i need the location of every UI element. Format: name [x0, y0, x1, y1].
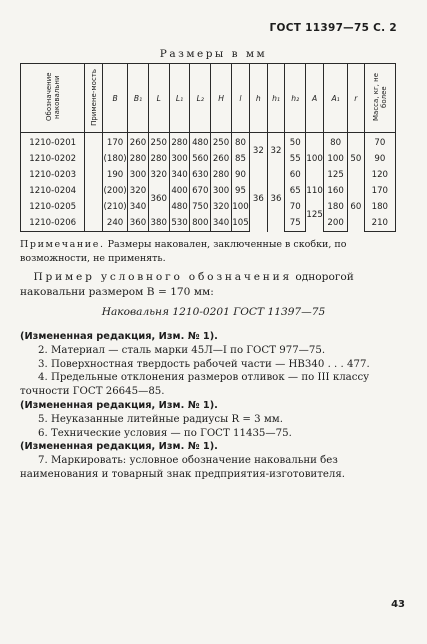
- cell-B: (210): [103, 199, 128, 215]
- cell-h2: 75: [285, 215, 306, 232]
- column-header: h₂: [285, 64, 306, 133]
- dimensions-table: [20, 63, 396, 232]
- cell-mass: 90: [364, 151, 395, 167]
- requirement-item: 3. Поверхностная твердость рабочей части — НВ340 . . . 477.: [38, 358, 370, 370]
- cell-applicability: [85, 151, 103, 167]
- column-header: r: [348, 64, 365, 133]
- cell-L1: 480: [169, 199, 190, 215]
- cell-H: 320: [211, 199, 232, 215]
- cell-mass: 70: [364, 133, 395, 152]
- cell-B1: 300: [128, 167, 149, 183]
- table-row: [21, 151, 396, 167]
- cell-h: 36: [250, 167, 268, 232]
- cell-L1: 530: [169, 215, 190, 232]
- cell-B1: 260: [128, 133, 149, 152]
- cell-designation: 1210-0204: [21, 183, 85, 199]
- cell-A1: 125: [324, 167, 348, 183]
- cell-applicability: [85, 199, 103, 215]
- cell-L1: 300: [169, 151, 190, 167]
- cell-r: 60: [348, 183, 365, 232]
- cell-L: 320: [148, 167, 169, 183]
- cell-L: 360: [148, 183, 169, 215]
- cell-designation: 1210-0205: [21, 199, 85, 215]
- requirement-item: 4. Предельные отклонения размеров отливок — по III классу точности ГОСТ 26645—85.: [20, 372, 370, 398]
- column-header: A₁: [324, 64, 348, 133]
- cell-B1: 340: [128, 199, 149, 215]
- cell-L1: 280: [169, 133, 190, 152]
- cell-L2: 800: [190, 215, 211, 232]
- cell-A1: 100: [324, 151, 348, 167]
- table-note: [20, 238, 404, 266]
- table-row: [21, 133, 396, 152]
- cell-B: (200): [103, 183, 128, 199]
- designation-example: [20, 270, 404, 300]
- cell-A1: 80: [324, 133, 348, 152]
- cell-L2: 670: [190, 183, 211, 199]
- example-formula: Наковальня 1210-0201 ГОСТ 11397—75: [101, 306, 326, 318]
- cell-L1: 400: [169, 183, 190, 199]
- cell-B1: 280: [128, 151, 149, 167]
- page-number: 43: [391, 599, 405, 610]
- cell-L: 380: [148, 215, 169, 232]
- cell-H: 280: [211, 167, 232, 183]
- cell-A1: 160: [324, 183, 348, 199]
- cell-L2: 480: [190, 133, 211, 152]
- cell-h2: 65: [285, 183, 306, 199]
- table-row: [21, 199, 396, 215]
- cell-designation: 1210-0202: [21, 151, 85, 167]
- cell-h: 32: [250, 133, 268, 168]
- table-row: [21, 215, 396, 232]
- example-text: однорогой наковальни размером B = 170 мм:: [20, 271, 354, 298]
- cell-B: 190: [103, 167, 128, 183]
- cell-H: 300: [211, 183, 232, 199]
- cell-H: 250: [211, 133, 232, 152]
- cell-A: 100: [306, 133, 324, 184]
- cell-applicability: [85, 183, 103, 199]
- note-label: Примечание.: [20, 239, 105, 250]
- cell-l: 90: [231, 167, 249, 183]
- cell-h2: 60: [285, 167, 306, 183]
- cell-h2: 70: [285, 199, 306, 215]
- cell-applicability: [85, 215, 103, 232]
- amendment-note: (Измененная редакция, Изм. № 1).: [20, 441, 218, 453]
- cell-H: 260: [211, 151, 232, 167]
- amendment-note: (Измененная редакция, Изм. № 1).: [20, 399, 218, 411]
- requirement-item: 2. Материал — сталь марки 45Л—I по ГОСТ 977—75.: [38, 344, 326, 356]
- table-header-row: [21, 64, 396, 133]
- cell-applicability: [85, 133, 103, 152]
- cell-H: 340: [211, 215, 232, 232]
- requirement-item: 5. Неуказанные литейные радиусы R = 3 мм.: [38, 413, 283, 425]
- requirement-item: 6. Технические условия — по ГОСТ 11435—75.: [38, 427, 292, 439]
- column-header: H: [211, 64, 232, 133]
- cell-A: 125: [306, 199, 324, 232]
- requirements-list: [20, 330, 404, 482]
- cell-l: 85: [231, 151, 249, 167]
- cell-A: 110: [306, 183, 324, 199]
- cell-l: 100: [231, 199, 249, 215]
- cell-h1: 32: [267, 133, 285, 168]
- cell-designation: 1210-0201: [21, 133, 85, 152]
- cell-B: (180): [103, 151, 128, 167]
- cell-r: 50: [348, 133, 365, 184]
- amendment-note: (Измененная редакция, Изм. № 1).: [20, 331, 218, 342]
- cell-L: 250: [148, 133, 169, 152]
- column-header: B: [103, 64, 128, 133]
- cell-B: 240: [103, 215, 128, 232]
- cell-L2: 630: [190, 167, 211, 183]
- cell-l: 95: [231, 183, 249, 199]
- cell-mass: 180: [364, 199, 395, 215]
- column-header: B₁: [128, 64, 149, 133]
- cell-B1: 360: [128, 215, 149, 232]
- column-header: Масса, кг, не более: [364, 64, 395, 133]
- table-row: [21, 167, 396, 183]
- cell-designation: 1210-0203: [21, 167, 85, 183]
- column-header: L₂: [190, 64, 211, 133]
- column-header: h₁: [267, 64, 285, 133]
- cell-L2: 560: [190, 151, 211, 167]
- cell-mass: 210: [364, 215, 395, 232]
- column-header: L: [148, 64, 169, 133]
- column-header: Обозначение наковальни: [21, 64, 85, 133]
- column-header: h: [250, 64, 268, 133]
- cell-designation: 1210-0206: [21, 215, 85, 232]
- cell-l: 105: [231, 215, 249, 232]
- note-text: Размеры наковален, заключенные в скобки, по возможности, не применять.: [20, 239, 347, 264]
- cell-B: 170: [103, 133, 128, 152]
- example-label: Пример условного обозначения: [33, 271, 292, 283]
- cell-A1: 200: [324, 215, 348, 232]
- cell-L1: 340: [169, 167, 190, 183]
- cell-h2: 50: [285, 133, 306, 152]
- column-header: A: [306, 64, 324, 133]
- cell-applicability: [85, 167, 103, 183]
- cell-L: 280: [148, 151, 169, 167]
- cell-B1: 320: [128, 183, 149, 199]
- table-row: [21, 183, 396, 199]
- running-header: ГОСТ 11397—75 С. 2: [269, 22, 397, 34]
- cell-mass: 170: [364, 183, 395, 199]
- cell-L2: 750: [190, 199, 211, 215]
- column-header: l: [231, 64, 249, 133]
- cell-h2: 55: [285, 151, 306, 167]
- requirement-item: 7. Маркировать: условное обозначение наковальни без наименования и товарный знак предприятия-изготовителя.: [20, 455, 346, 480]
- cell-mass: 120: [364, 167, 395, 183]
- cell-A1: 180: [324, 199, 348, 215]
- cell-l: 80: [231, 133, 249, 152]
- column-header: L₁: [169, 64, 190, 133]
- table-caption: Размеры в мм: [159, 48, 268, 60]
- column-header: Примене-мость: [85, 64, 103, 133]
- cell-h1: 36: [267, 167, 285, 232]
